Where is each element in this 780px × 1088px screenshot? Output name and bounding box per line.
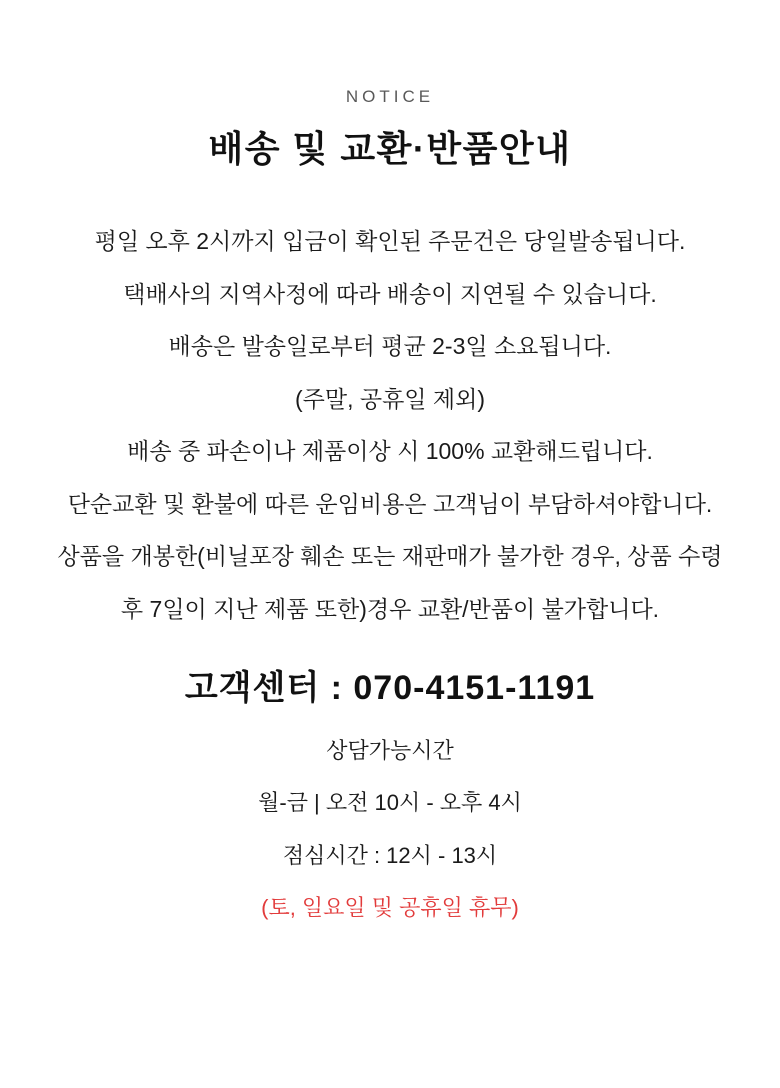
holiday-notice: (토, 일요일 및 공휴일 휴무) bbox=[261, 895, 519, 920]
notice-line: 단순교환 및 환불에 따른 운임비용은 고객님이 부담하셔야합니다. bbox=[67, 490, 713, 517]
weekday-hours: 월-금 | 오전 10시 - 오후 4시 bbox=[258, 790, 522, 815]
notice-line: 후 7일이 지난 제품 또한)경우 교환/반품이 불가합니다. bbox=[120, 595, 660, 622]
customer-center-title: 고객센터 : 070-4151-1191 bbox=[184, 668, 596, 707]
consultation-hours-label: 상담가능시간 bbox=[326, 737, 454, 763]
notice-body bbox=[0, 230, 780, 621]
notice-label: NOTICE bbox=[345, 87, 435, 106]
notice-line: (주말, 공휴일 제외) bbox=[294, 385, 485, 412]
lunch-hours: 점심시간 : 12시 - 13시 bbox=[282, 842, 498, 868]
notice-line: 택배사의 지역사정에 따라 배송이 지연될 수 있습니다. bbox=[123, 280, 657, 307]
notice-line: 상품을 개봉한(비닐포장 훼손 또는 재판매가 불가한 경우, 상품 수령 bbox=[57, 543, 723, 569]
notice-line: 평일 오후 2시까지 입금이 확인된 주문건은 당일발송됩니다. bbox=[94, 228, 686, 254]
page-title: 배송 및 교환·반품안내 bbox=[208, 128, 572, 169]
notice-line: 배송은 발송일로부터 평균 2-3일 소요됩니다. bbox=[168, 333, 612, 359]
notice-line: 배송 중 파손이나 제품이상 시 100% 교환해드립니다. bbox=[127, 438, 653, 464]
customer-center-section bbox=[0, 668, 780, 920]
